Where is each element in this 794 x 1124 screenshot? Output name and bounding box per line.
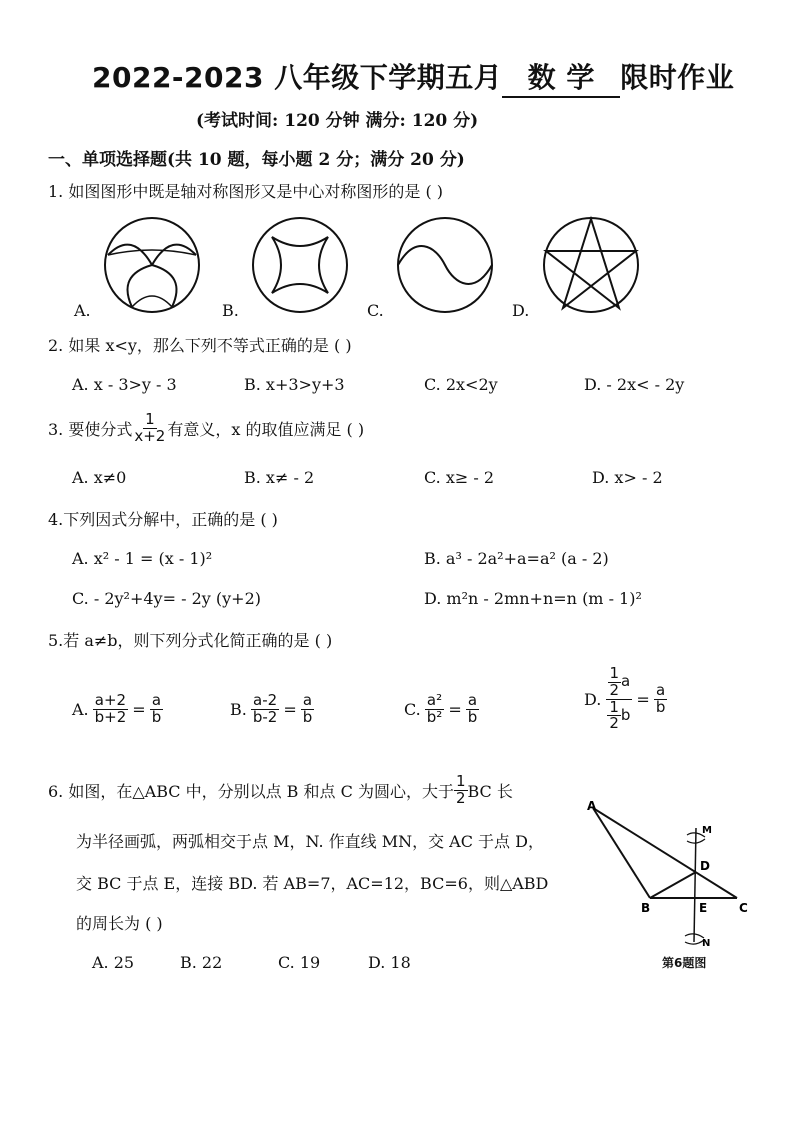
q3-fraction: $\frac{1}{x+2}$ [134, 410, 166, 445]
q3-option-b: B. x≠ - 2 [244, 468, 315, 487]
exam-info: (考试时间: 120 分钟 满分: 120 分) [196, 111, 479, 131]
q1-label-b: B. [222, 301, 239, 320]
q5-option-b: B. $\frac{a-2}{b-2}$ = $\frac{a}{b}$ [230, 691, 313, 726]
q6-option-b: B. 22 [180, 953, 223, 972]
point-label-d: D [700, 859, 710, 873]
q4-option-a: A. x² - 1 = (x - 1)² [72, 549, 213, 568]
q3-option-a: A. x≠0 [72, 468, 127, 487]
segment-ac [593, 808, 737, 898]
title-suffix: 限时作业 [620, 61, 735, 94]
q2-option-b: B. x+3>y+3 [244, 375, 345, 394]
q4-option-b: B. a³ - 2a²+a=a² (a - 2) [424, 549, 609, 568]
point-label-m: M [702, 825, 712, 836]
q1-figure-a [102, 215, 202, 315]
title-prefix: 2022-2023 八年级下学期五月 [92, 61, 503, 94]
q3-option-c: C. x≥ - 2 [424, 468, 495, 487]
q4-stem: 4.下列因式分解中，正确的是 ( ) [48, 510, 278, 529]
q6-line1: 6. 如图，在△ABC 中，分别以点 B 和点 C 为圆心，大于 $\frac{1}{2}$ BC 长 [48, 772, 513, 807]
q3-option-d: D. x> - 2 [592, 468, 663, 487]
q4-option-d: D. m²n - 2mn+n=n (m - 1)² [424, 589, 642, 608]
q1-stem: 1. 如图图形中既是轴对称图形又是中心对称图形的是 ( ) [48, 182, 444, 201]
q6-figure-caption: 第6题图 [662, 956, 707, 970]
point-label-n: N [702, 938, 711, 949]
q2-option-d: D. - 2x< - 2y [584, 375, 685, 394]
q5-option-c: C. $\frac{\text{a²}}{\text{b²}}$ = $\frac{a}{b}$ [404, 691, 478, 726]
q3-stem: 3. 要使分式 $\frac{1}{x+2}$ 有意义，x 的取值应满足 ( ) [48, 410, 365, 445]
q2-option-a: A. x - 3>y - 3 [72, 375, 177, 394]
q1-label-a: A. [74, 301, 91, 320]
q1-label-d: D. [512, 301, 530, 320]
q6-option-c: C. 19 [278, 953, 321, 972]
q6-line4: 的周长为 ( ) [76, 914, 163, 933]
q5-stem: 5.若 a≠b，则下列分式化简正确的是 ( ) [48, 631, 333, 650]
q1-figure-b [250, 215, 350, 315]
q1-label-c: C. [367, 301, 384, 320]
point-label-e: E [699, 901, 708, 915]
q1-figure-d [541, 215, 641, 315]
q1-figure-c [395, 215, 495, 315]
point-label-b: B [641, 901, 651, 915]
line-mn [694, 828, 696, 942]
q2-stem: 2. 如果 x<y，那么下列不等式正确的是 ( ) [48, 336, 352, 355]
page-title [92, 56, 734, 98]
q6-triangle-figure [585, 800, 755, 950]
segment-ab [593, 808, 650, 898]
q6-line2: 为半径画弧，两弧相交于点 M，N. 作直线 MN，交 AC 于点 D， [76, 832, 544, 851]
point-label-c: C [739, 901, 748, 915]
q5-option-d: D. $\frac{1}{2}$ a $\frac{1}{2}$ b = $\frac{a}{b}$ [584, 664, 666, 733]
subject-blank: 数 学 [502, 56, 620, 98]
q2-option-c: C. 2x<2y [424, 375, 498, 394]
segment-bd [650, 872, 696, 898]
q4-option-c: C. - 2y²+4y= - 2y (y+2) [72, 589, 261, 608]
q6-line3: 交 BC 于点 E，连接 BD. 若 AB=7，AC=12，BC=6，则△ABD [76, 874, 549, 893]
section-heading: 一、单项选择题(共 10 题，每小题 2 分；满分 20 分) [48, 150, 465, 170]
q5-option-a: A. $\frac{a+2}{b+2}$ = $\frac{a}{b}$ [72, 691, 162, 726]
q6-option-d: D. 18 [368, 953, 411, 972]
q6-option-a: A. 25 [92, 953, 135, 972]
point-label-a: A [587, 799, 597, 813]
